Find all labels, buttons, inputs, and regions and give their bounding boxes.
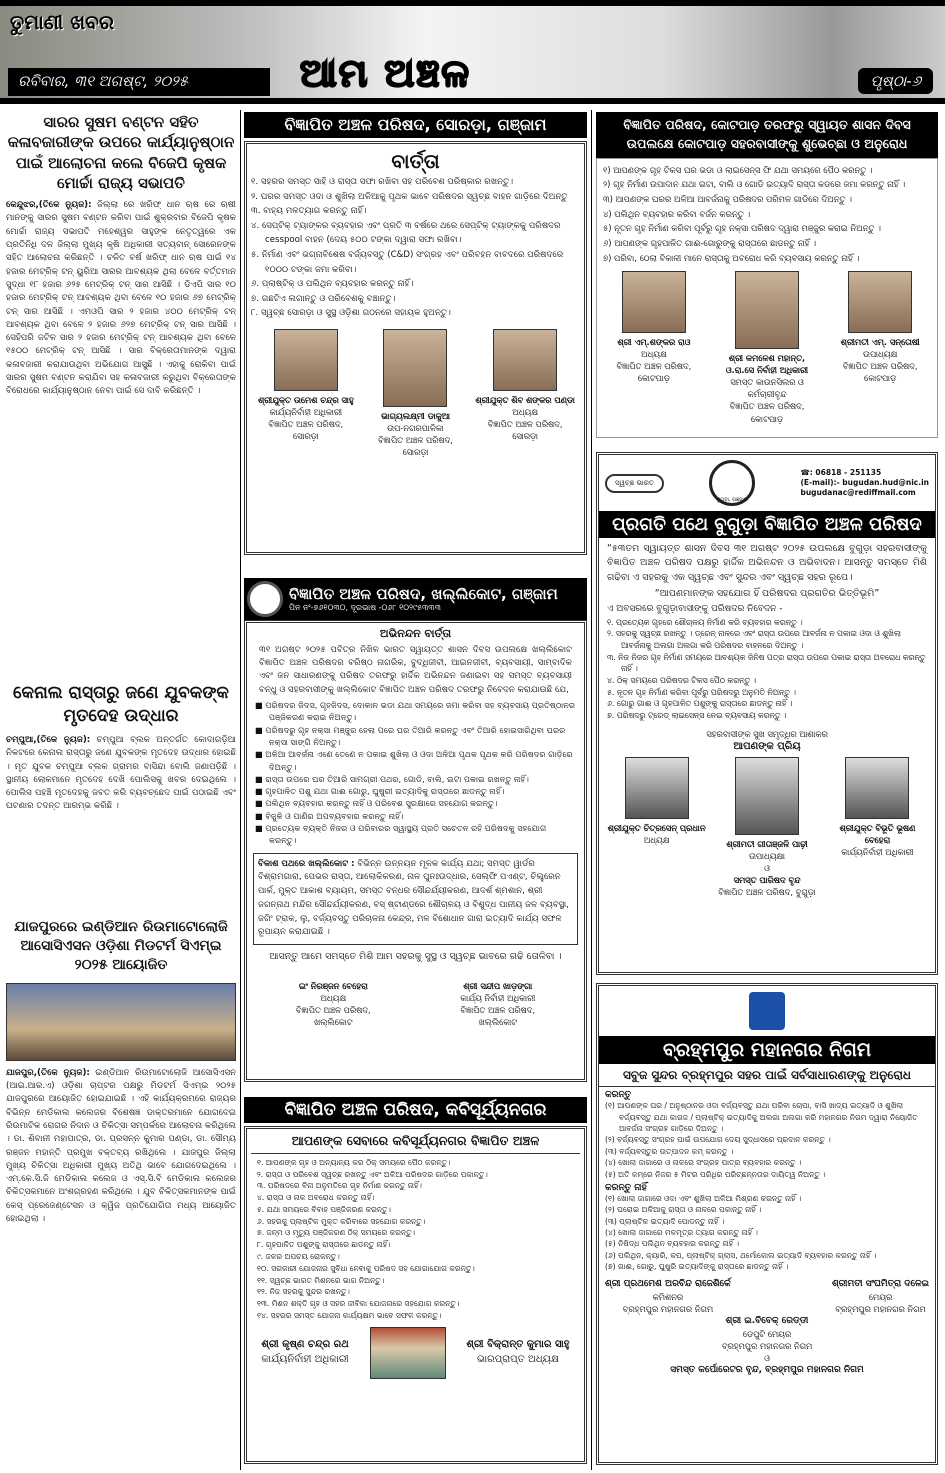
- official-card: [447, 980, 549, 1028]
- list-item-text: ୨. ସହରକୁ ସ୍ୱଚ୍ଛ ରଖନ୍ତୁ । ଡ୍ରେନ୍ ନାଳରେ ଏବଂ ରାସ୍ତା ଉପରେ ଆବର୍ଜନା ନ ପକାଇ ଓଦା ଓ ଶୁଖିଲା ଆବର୍ଜନାକୁ ଅଲଗା ଅଲଗା କରି ପରିଷଦର ବାହନରେ ଦିଅନ୍ତୁ ।: [607, 629, 901, 650]
- bullet-icon: ■: [255, 700, 266, 711]
- list-item: [607, 617, 927, 629]
- list-item-text: (୨) ବର୍ଜ୍ୟବସ୍ତୁ ସଂଗ୍ରହ ପାଇଁ ଉପଯୋଗ ଦେୟ ସୁଦ୍ଧାସରେ ପ୍ରଦାନ କରନ୍ତୁ ।: [605, 1135, 831, 1145]
- official-name: ଶ୍ରୀ କୃଷ୍ଣ ଚନ୍ଦ୍ର ରଥ: [261, 1339, 349, 1351]
- list-item: [607, 675, 927, 687]
- official-role: କମିଶନର: [652, 1291, 684, 1302]
- ad-title: ପ୍ରଗତି ପଥେ ବୁଗୁଡ଼ା ବିଜ୍ଞାପିତ ଅଞ୍ଚଳ ପରିଷଦ: [599, 511, 935, 538]
- list-item-text: ୧) ଆପଣଙ୍କ ଗୃହ ଟିକସ ଘର ଭଡା ଓ ଲାଇସେନ୍ସ ଫି ଯଥା ସମୟରେ ପୈଠ କରନ୍ତୁ ।: [603, 164, 873, 175]
- development-box: [253, 853, 578, 946]
- list-item: [257, 1227, 574, 1239]
- official-card: [466, 1338, 569, 1367]
- notice-list: [251, 699, 580, 847]
- list-item: [605, 1227, 929, 1238]
- official-card: [282, 980, 384, 1028]
- list-item: [257, 1298, 574, 1310]
- ad-berhampur: [596, 983, 938, 1465]
- list-item-text: ୩. ବାହ୍ୟ ମଳତ୍ୟାଗ କରନ୍ତୁ ନାହିଁ।: [251, 206, 367, 217]
- notice-list: [607, 617, 927, 722]
- official-card: [717, 757, 816, 862]
- official-card: [829, 271, 931, 424]
- list-item-text: ୩. ପରିଷଦରେ ବିନା ଅନୁମତିରେ ଗୃହ ନିର୍ମାଣ କରନ୍ତୁ ନାହିଁ।: [257, 1181, 422, 1191]
- list-item: [603, 207, 931, 222]
- official-org: ବିଜ୍ଞାପିତ ଅଞ୍ଚଳ ପରିଷଦ, ଖଲ୍ଲିକୋଟ: [460, 1005, 536, 1028]
- list-item-text: (୧) ଖୋଲା ଜାଗାରେ ଓଦା ଏବଂ ଶୁଖିଲା ଅଳିଆ ମିଶ୍ରଣ କରନ୍ତୁ ନାହିଁ ।: [605, 1193, 802, 1203]
- official-role: ସମସ୍ତ କାଉନସିଲର ଓ କର୍ମଚାରୀବୃନ୍ଦ: [730, 377, 804, 400]
- official-name: ଶ୍ରୀ କମଳେଶ ମହାନ୍ତ, ଓ.ରା.ସେ ନିର୍ବାହୀ ଅଧିକାରୀ: [725, 353, 809, 376]
- list-item-text: ୫. ନୂତନ ଗୃହ ନିର୍ମାଣ କରିବା ପୂର୍ବରୁ ପରିଷଦରୁ ଅନୁମତି ନିଅନ୍ତୁ ।: [607, 687, 796, 697]
- swachh-bharat-logo: ସ୍ୱଚ୍ଛ ଭାରତ: [605, 474, 664, 493]
- article-body: [6, 734, 236, 894]
- official-name: ଶ୍ରୀ ସନ୍ଦୀପ ଖାଡ଼ଙ୍ଗା: [463, 980, 533, 991]
- officials-row: [251, 980, 580, 1028]
- official-name: ଇଂ ନିରଞ୍ଜନ ବେହେରା: [298, 980, 368, 991]
- list-item: [607, 628, 927, 651]
- official-name: ଶ୍ରୀ ଇ.ବିବେକ୍ ରେଡ୍ଡୀ: [725, 1315, 809, 1326]
- list-item: [603, 221, 931, 236]
- list-item-text: ୬. ଗୋରୁ ଗାଈ ଓ ଗୃହପାଳିତ ପଶୁଙ୍କୁ ରାସ୍ତାରେ ଛାଡନ୍ତୁ ନାହିଁ ।: [607, 699, 793, 709]
- article-body: [6, 199, 236, 669]
- ad-title: ବିଜ୍ଞାପିତ ଅଞ୍ଚଳ ପରିଷଦ, ଖଲ୍ଲିକୋଟ, ଗଞ୍ଜାମ: [289, 585, 558, 603]
- tagline: ଆପଣଙ୍କ ପ୍ରିୟ: [733, 740, 801, 752]
- officials-row: [603, 271, 931, 424]
- list-item: [257, 1180, 574, 1192]
- ad-kabisuryanagar: [244, 1097, 587, 1464]
- official-name: ଶ୍ରୀ ଏମ୍.ଶଙ୍କର ରାଓ: [617, 337, 691, 348]
- list-item: [257, 1251, 574, 1263]
- official-photo: [274, 329, 338, 391]
- list-item-text: ୨. ରାସ୍ତା ଓ ପରିବେଶ ସ୍ୱଚ୍ଛ ରଖନ୍ତୁ ଏବଂ ଅଳିଆ ପରିଷଦର ଗାଡ଼ିରେ ପକାନ୍ତୁ।: [257, 1169, 488, 1179]
- bullet-icon: ■: [255, 749, 266, 760]
- list-item-text: ୬) ଆପଣଙ୍କ ଗୃହପାଳିତ ଗାଈ-ଗୋରୁଙ୍କୁ ରାସ୍ତାରେ ଛାଡନ୍ତୁ ନାହିଁ ।: [603, 238, 816, 249]
- do-heading: କରନ୍ତୁ: [605, 1090, 632, 1101]
- list-item-text: ୧୪. ସହରର ସମସ୍ତ ଯୋଜନା କାର୍ଯ୍ୟକ୍ଷମ ଭାବେ ସଫଳ କରନ୍ତୁ।: [257, 1310, 442, 1320]
- official-role: ଡେପୁଟି ମେୟର: [742, 1328, 792, 1339]
- bullet-icon: ■: [255, 724, 266, 735]
- article-text: ଇଣ୍ଡିଆନ ରିଉମାଟୋଲୋଜି ଆସୋସିଏସନ (ଆଇ.ଆର.ଏ) ଓଡ଼ିଶା ଚାପ୍ଟର ପକ୍ଷରୁ ମିଡଟର୍ମ ସିଏମ୍ଇ ୨୦୨୫ ଯାଜପୁରରେ ଆୟୋଜିତ ହୋଇଯାଇଛି । ଏହି କାର୍ଯ୍ୟକ୍ରମରେ ରାଜ୍ୟର ବିଭିନ୍ନ ମେଡିକାଲ କଲେଜର ବିଶେଷଜ୍ଞ ଡାକ୍ତରମାନେ ଯୋଗଦେଇ ରିଉମାଟିକ ରୋଗର ନିଦାନ ଓ ଚିକିତ୍ସା ସମ୍ପର୍କରେ ଆଲୋଚନା କରିଥିଲେ । ଡା. ଶିବାନୀ ମହାପାତ୍ର, ଡା. ପ୍ରସନ୍ନ କୁମାର ପଣ୍ଡା, ଡା. ସୌମ୍ୟ ରଞ୍ଜନ ମହାନ୍ତି ପ୍ରମୁଖ ବକ୍ତବ୍ୟ ରଖିଥିଲେ । ଯାଜପୁର ଜିଲ୍ଲା ମୁଖ୍ୟ ଚିକିତ୍ସା ଅଧିକାରୀ ମୁଖ୍ୟ ଅତିଥି ଭାବେ ଯୋଗଦେଇଥିଲେ । ଏମ୍.କେ.ସି.ଜି ମେଡିକାଲ କଲେଜ ଓ ଏସ୍.ସି.ବି ମେଡିକାଲ କଲେଜର ଚିକିତ୍ସକମାନେ ଅଂଶଗ୍ରହଣ କରିଥିଲେ । ଯୁବ ଚିକିତ୍ସକମାନଙ୍କ ପାଇଁ କେସ୍ ପ୍ରେଜେଣ୍ଟେସନ ଓ କ୍ୱିଜ ପ୍ରତିଯୋଗିତା ମଧ୍ୟ ଆୟୋଜିତ ହୋଇଥିଲା ।: [6, 1067, 236, 1225]
- corporation-logo-icon: [749, 992, 785, 1030]
- official-org: ବିଜ୍ଞାପିତ ଅଞ୍ଚଳ ପରିଷଦ, କୋଟପାଡ଼: [842, 361, 918, 384]
- official-card: [474, 329, 576, 458]
- official-org: ବିଜ୍ଞାପିତ ଅଞ୍ଚଳ ପରିଷଦ, କୋଟପାଡ଼: [729, 401, 805, 424]
- list-item-text: ୭. ଗଛଟିଏ ଲଗାନ୍ତୁ ଓ ପରିବେଶକୁ ବଞ୍ଚାନ୍ତୁ।: [251, 293, 396, 304]
- official-name: ଶ୍ରୀଯୁକ୍ତ ଶିବ ଶଙ୍କର ପଣ୍ଡା: [475, 395, 575, 406]
- list-item-text: ୪) ପଲିଥିନ ବ୍ୟବହାର କରିବା ବର୍ଜନ କରନ୍ତୁ ।: [603, 208, 751, 219]
- official-role: ଅଧ୍ୟକ୍ଷ: [512, 407, 538, 418]
- list-item: [603, 251, 931, 266]
- bullet-icon: ■: [255, 823, 266, 834]
- list-item: [257, 1275, 574, 1287]
- list-item-text: ୪. ସେପ୍ଟିକ୍ ଟ୍ୟାଙ୍କର ବ୍ୟବହାର ଏବଂ ପ୍ରତି ୩ ବର୍ଷରେ ଥରେ ସେପ୍ଟିକ୍ ଟ୍ୟାଙ୍କକୁ ପରିଷଦର cesspool ବାହନ (ଦେୟ ୫୦୦ ଟଙ୍କା ଦ୍ୱାରା ସଫା ରଖିବା।: [251, 220, 561, 246]
- list-item-text: ୭. ଜନ୍ମ ଓ ମୃତ୍ୟୁ ପଞ୍ଜିକରଣ ଠିକ୍ ସମୟରେ କରନ୍ତୁ।: [257, 1228, 416, 1238]
- conjunction: ଓ: [764, 863, 770, 874]
- official-role: ଉପାଧ୍ୟକ୍ଷା: [748, 851, 786, 862]
- contact-info: [800, 468, 929, 498]
- list-item-text: (୩) ବର୍ଜ୍ୟବସ୍ତୁର ଉତ୍ପାଦନ କମ୍ କରନ୍ତୁ ।: [605, 1146, 734, 1156]
- development-text: ବିଭିନ୍ନ ଉନ୍ନୟନ ମୂଳକ କାର୍ଯ୍ୟ ଯଥା; ସମସ୍ତ ୱାର୍ଡର ବିଶ୍ରାମଗାରା, ପେଭର ରାସ୍ତା, ଆଲୋକିକରଣ, ନାଳ ପୁନଃଉଦ୍ଧାର, ସେଲ୍ଫି ପଏଣ୍ଟ, ଚିଲ୍ଡ୍ରେନ ପାର୍କ, ମୁକ୍ତ ଆକାଶ ବ୍ୟାୟମ, ସମସ୍ତ ବନ୍ଧର ସୌନ୍ଦର୍ଯ୍ୟୀକରଣ, ଆଦର୍ଶ ଶ୍ମଶାନ, ଶ୍ରୀ ଜଗନ୍ନାଥ ମନ୍ଦିର ସୌନ୍ଦର୍ଯ୍ୟୀକରଣ, ବସ୍ ଷ୍ଟାଣ୍ଡରେ ଶୌଚାଳୟ ଓ ବିଶୁଦ୍ଧ ପାନୀୟ ଜଳ ବ୍ୟବସ୍ଥା, ଜଗିଂ ଟ୍ରାକ, ଲୁ, ବର୍ଜ୍ୟବସ୍ତୁ ପରିଚାଳନା କେନ୍ଦ୍ର, ମଳ ବିଶୋଧାନ ଗାରା ଇତ୍ୟାଦି କାର୍ଯ୍ୟ ସଫଳ ରୂପାୟନ କରାଯାଇଛି ।: [258, 858, 569, 938]
- list-item: [605, 1261, 929, 1272]
- ad-kotpad: [596, 112, 938, 438]
- list-item: [605, 1216, 929, 1227]
- list-item: [255, 797, 576, 809]
- official-card: [832, 1278, 929, 1315]
- headline: କେନାଲ ରାସ୍ତାରୁ ଜଣେ ଯୁବକଙ୍କ ମୃତଦେହ ଉଦ୍ଧାର: [13, 683, 229, 726]
- list-item: [605, 1134, 929, 1145]
- list-item-text: (୪) ଖୋଲା ଜାଗାରେ ଓ ନାଳରେ ସଂଗ୍ରହ ପାତ୍ର ବ୍ୟବହାର କରନ୍ତୁ ।: [605, 1158, 802, 1168]
- intro-text: ୩୧ ଅଗଷ୍ଟ ୨୦୨୫ ପବିତ୍ର ନିଖିଳ ଭାରତ ସ୍ୱାୟତ୍ତ ଶାସନ ଦିବସ ଉପଲକ୍ଷେ ଖଲ୍ଲିକୋଟ ବିଜ୍ଞାପିତ ଅଞ୍ଚଳ ପରିଷଦର ବରିଷ୍ଠ ନାଗରିକ, ବୁଦ୍ଧିଜୀବୀ, ଆଇନଜୀବୀ, ବ୍ୟବସାୟୀ, ସାମ୍ବାଦିକ ଏବଂ ଜନ ସାଧାରଣଙ୍କୁ ପରିଷଦ ତରଫରୁ ହାର୍ଦ୍ଦିକ ଅଭିନନ୍ଦନ ଜଣାଇବା ସହ ସମସ୍ତ ବ୍ୟବସାୟୀ ବନ୍ଧୁ ଓ ସହରବାସୀଙ୍କୁ ଖଲ୍ଲିକୋଟ ବିଜ୍ଞାପିତ ଅଞ୍ଚଳ ପରିଷଦ ତରଫରୁ ନିବେଦନ କରାଯାଉଛି ଯେ,: [259, 644, 572, 695]
- list-item: [607, 710, 927, 722]
- council-line: ସମସ୍ତ କର୍ପୋରେଟର ବୃନ୍ଦ, ବ୍ରହ୍ମପୁର ମହାନଗର ନିଗମ: [670, 1364, 864, 1375]
- official-name: ଭାଗ୍ୟଲକ୍ଷ୍ମୀ ଡାକୁଆ: [381, 411, 450, 422]
- official-name: ଶ୍ରୀଯୁକ୍ତ ଉମେଶ ଚନ୍ଦ୍ର ସାହୁ: [257, 395, 354, 406]
- official-role: ଅଧ୍ୟକ୍ଷ: [643, 835, 670, 846]
- official-photo: [383, 329, 447, 407]
- closing-line: ଆସନ୍ତୁ ଆମେ ସମସ୍ତେ ମିଶି ଆମ ସହରକୁ ସୁସ୍ଥ ଓ ସ୍ୱଚ୍ଛ ଭାବରେ ଗଢି ତୋଳିବା ।: [269, 951, 562, 963]
- ad-title: ବ୍ରହ୍ମପୁର ମହାନଗର ନିଗମ: [599, 1036, 935, 1064]
- official-name: ଶ୍ରୀ ପ୍ରଥମେଶ ଅରବିନ୍ଦ ରାଜେଶିର୍କେ: [605, 1278, 731, 1289]
- list-item-text: (୫) ଅତି କମ୍‌ରେ ନିଜର ୫ ମିଟର ପରିଧିର ପରିଚ୍ଛନ୍ନତାର ଦାୟିତ୍ୱ ନିଅନ୍ତୁ ।: [605, 1169, 826, 1179]
- list-item-text: (୬) ପଲିଥିନ, କ୍ୟାରି, କପ, ପ୍ଲାଷ୍ଟିକ୍ ଗ୍ଲାସ, ଥର୍ମୋକୋଲ ଇତ୍ୟାଦି ବ୍ୟବହାର କରନ୍ତୁ ନାହିଁ ।: [605, 1250, 877, 1260]
- email: bugudanac@rediffmail.com: [800, 488, 916, 498]
- official-name: ଶ୍ରୀଯୁକ୍ତ ଚିତ୍ରସେନ୍ ପ୍ରଧାନ: [607, 823, 706, 834]
- list-item: [251, 175, 580, 190]
- list-item-text: ୩) ଆପଣଙ୍କ ଘରର ଅଳିଆ ଆବର୍ଜନାକୁ ପରିଷଦର ପରିମଳ ଗାଡିରେ ଦିଅନ୍ତୁ ।: [603, 193, 852, 204]
- seal-text: ବୁଗୁଡ଼ା, ଗଞ୍ଜାମ: [716, 497, 748, 503]
- intro-text: “୫୩ତମ ସ୍ୱାୟତ୍ତ ଶାସନ ଦିବସ ୩୧ ଅଗଷ୍ଟ ୨୦୨୫ ଉପଲକ୍ଷେ ବୁଗୁଡ଼ା ସହରବାସୀଙ୍କୁ ବିଜ୍ଞାପିତ ଅଞ୍ଚଳ ପରିଷଦ ପକ୍ଷରୁ ହାର୍ଦ୍ଦିକ ଅଭିନନ୍ଦନ ଓ ଅଭିବାଦନ। ଆସନ୍ତୁ ସମସ୍ତେ ମିଶି ଗଢିବା ଏ ସହରକୁ ଏକ ସ୍ୱଚ୍ଛ ଏବଂ ସୁନ୍ଦର ଏବଂ ସ୍ୱଚ୍ଛ ସହର ରୂପେ।: [607, 543, 927, 583]
- official-card: [261, 1338, 348, 1367]
- list-item-text: ୮. ଗୃହପାଳିତ ପଶୁଙ୍କୁ ରାସ୍ତାରେ ଛାଡନ୍ତୁ ନାହିଁ।: [257, 1240, 391, 1250]
- list-item: [605, 1250, 929, 1261]
- official-card: [364, 329, 466, 458]
- office-building-photo: [370, 1327, 446, 1379]
- contact-info: ପିନ ନଂ-୭୬୧୦୩୦, ଦୂରଭାଷ -୦୬୮ ୧୦୨୯୫୩୩୩: [289, 603, 441, 612]
- list-item: [605, 1193, 929, 1204]
- official-card: [605, 1278, 731, 1315]
- list-item-text: ୬. ସହରକୁ ପ୍ଲାଷ୍ଟିକ ମୁକ୍ତ କରିବାରେ ସହଯୋଗ କରନ୍ତୁ।: [257, 1216, 426, 1226]
- list-item: [255, 822, 576, 847]
- official-photo: [845, 757, 909, 819]
- article-fertilizer: [6, 112, 236, 669]
- list-item: [251, 204, 580, 219]
- bullet-icon: ■: [255, 810, 266, 821]
- list-item: [257, 1157, 574, 1169]
- list-item: [257, 1216, 574, 1228]
- official-card: [603, 271, 705, 424]
- ad-subtitle: ବାର୍ତ୍ତା: [391, 149, 440, 173]
- official-photo: [848, 271, 912, 333]
- list-item: [257, 1239, 574, 1251]
- dont-heading: କରନ୍ତୁ ନାହିଁ: [605, 1182, 647, 1193]
- list-item: [605, 1238, 929, 1249]
- list-item-text: ୬. ପ୍ଲାଷ୍ଟିକ୍ ଓ ପଲିଥିନ ବ୍ୟବହାର କରନ୍ତୁ ନାହିଁ।: [251, 279, 414, 290]
- official-role: ଭାରପ୍ରାପ୍ତ ଅଧ୍ୟକ୍ଷ: [477, 1353, 559, 1365]
- official-role: ଅଧ୍ୟକ୍ଷ: [640, 349, 667, 360]
- council-seal-icon: [709, 460, 755, 506]
- official-org: ବିଜ୍ଞାପିତ ଅଞ୍ଚଳ ପରିଷଦ, ସୋରଡ଼ା: [487, 419, 563, 442]
- list-item: [251, 190, 580, 205]
- official-org: ବ୍ରହ୍ମପୁର ମହାନଗର ନିଗମ: [835, 1303, 926, 1314]
- official-role: କାର୍ଯ୍ୟନିର୍ବାହୀ ଅଧିକାରୀ: [269, 407, 343, 418]
- officials-row: [607, 757, 927, 862]
- official-name: ଶ୍ରୀ ବିକ୍ରାନ୍ତ କୁମାର ସାହୁ: [466, 1339, 570, 1351]
- notice-list: [251, 175, 580, 321]
- official-role: ମେୟର: [868, 1291, 893, 1302]
- conjunction: ଓ: [764, 1352, 770, 1363]
- list-item-text: ଅଳିଆ ଆବର୍ଜନା ଏଣେ ତେଣେ ନ ପକାଇ ଶୁଖିଲା ଓ ଓଦା ଅଳିଆ ପୃଥକ ପୃଥକ କରି ପରିଷଦର ଗାଡ଼ିରେ ଦିଅନ୍ତୁ।: [265, 749, 573, 772]
- official-role: ଅଧ୍ୟକ୍ଷ: [320, 992, 347, 1003]
- article-text: ଚମ୍ପୁଆ ବ୍ଲକ ଅନ୍ତର୍ଗତ କୋଦାଗଡ଼ିଆ ନିକଟରେ କେନାଲ ରାସ୍ତାରୁ ଜଣେ ଯୁବକଙ୍କ ମୃତଦେହ ଉଦ୍ଧାର ହୋଇଛି । ମୃତ ଯୁବକ ଚମ୍ପୁଆ ବ୍ଲକ ଗ୍ରାମର ବାସିନ୍ଦା ବୋଲି ଜଣାପଡ଼ିଛି । ସ୍ଥାନୀୟ ଲୋକମାନେ ମୃତଦେହ ଦେଖି ପୋଲିସକୁ ଖବର ଦେଇଥିଲେ । ପୋଲିସ ପହଞ୍ଚି ମୃତଦେହକୁ ଜବତ କରି ବ୍ୟବଚ୍ଛେଦ ପାଇଁ ପଠାଇଛି ଏବଂ ଘଟଣାର ତଦନ୍ତ ଆରମ୍ଭ କରିଛି ।: [6, 734, 236, 812]
- list-item-text: (୨) ଘରୋଇ ଅଳିଆକୁ ରାସ୍ତା ଓ ନାଳରେ ପକାନ୍ତୁ ନାହିଁ ।: [605, 1205, 762, 1215]
- list-item-text: ୭. ପରିଷଦରୁ ଟ୍ରେଡ୍ ଲାଇସେନ୍ସ ନେଇ ବ୍ୟବସାୟ କରନ୍ତୁ ।: [607, 711, 787, 721]
- list-item-text: ପରିଷଦର ଜିଦସ, ଗୃହଜିଦସ, ଦୋକାନ ଭଡା ଯଥା ସମୟରେ ଜମା କରିବା ସହ ବ୍ୟବସାୟ ପ୍ରତିଷ୍ଠାନର ପଞ୍ଜିକରଣ କରାଇ ନିଅନ୍ତୁ।: [265, 700, 576, 723]
- list-item: [255, 810, 576, 822]
- list-item-text: ୫) ନୂତନ ଗୃହ ନିର୍ମାଣ କରିବା ପୂର୍ବରୁ ଗୃହ ନକ୍ସା ପରିଷଦ ଦ୍ୱାରା ମଞ୍ଜୁର କରାଇ ନିଅନ୍ତୁ ।: [603, 223, 881, 234]
- list-item: [251, 292, 580, 307]
- section-title: ଆମ ଅଞ୍ଚଳ: [300, 51, 471, 95]
- ad-bugudda: [596, 452, 938, 975]
- official-card: [716, 271, 818, 424]
- article-rheumatology: [6, 918, 236, 1457]
- list-item: [607, 652, 927, 675]
- council-line: ସମସ୍ତ ପାରିଷଦ ବୃନ୍ଦ: [733, 875, 801, 886]
- list-item: [257, 1169, 574, 1181]
- dateline: କେନ୍ଦୁଝର,(ତିକେ ନ୍ୟୁଜ):: [6, 200, 92, 210]
- dateline: ଚମ୍ପୁଆ,(ତିକେ ନ୍ୟୁଜ):: [6, 734, 91, 745]
- list-item: [603, 192, 931, 207]
- list-item-text: (୫) ନିଷିଦ୍ଧ ପଲିଥିନ ବ୍ୟବହାର କରନ୍ତୁ ନାହିଁ ।: [605, 1239, 740, 1249]
- official-role: କାର୍ଯ୍ୟ ନିର୍ବାହୀ ଅଧିକାରୀ: [460, 992, 536, 1003]
- list-item: [605, 1100, 929, 1134]
- official-name: ଶ୍ରୀମତୀ ସଂଘମିତ୍ରା ଦଳେଇ: [831, 1278, 929, 1289]
- list-item-text: ୧୩. ମିଶନ ଶକ୍ତି ଗୃହ ଓ ସହର ଜୀବିକା ଯୋଜନାରେ ସହଯୋଗ କରନ୍ତୁ।: [257, 1299, 460, 1309]
- bullet-icon: ■: [255, 798, 266, 809]
- list-item-text: ୫. ଯଥା ସମୟରେ ବିବାହ ପଞ୍ଜିକରଣ କରନ୍ତୁ।: [257, 1204, 391, 1214]
- official-org: ବିଜ୍ଞାପିତ ଅଞ୍ଚଳ ପରିଷଦ, ସୋରଡ଼ା: [268, 419, 344, 442]
- list-item: [251, 219, 580, 248]
- tagline: ସହରବାସୀଙ୍କ ସୁଖ ସମୃଦ୍ଧିର ଆଶାକର: [706, 728, 828, 739]
- ad-khallikote: [244, 578, 587, 1082]
- issue-date: ରବିବାର, ୩୧ ଅଗଷ୍ଟ, ୨୦୨୫: [8, 68, 270, 96]
- list-item: [603, 236, 931, 251]
- list-item: [257, 1310, 574, 1322]
- bullet-icon: ■: [255, 786, 266, 797]
- list-item: [251, 306, 580, 321]
- list-item-text: ୧୨. ନିଜ ସହରକୁ ସୁନ୍ଦର ରଖନ୍ତୁ।: [257, 1287, 350, 1297]
- dont-list: [605, 1193, 929, 1273]
- headline: ଯାଜପୁରରେ ଇଣ୍ଡିଆନ ରିଉମାଟୋଲୋଜି ଆସୋସିଏସନ ଓଡ଼ିଶା ମିଡଟର୍ମ ସିଏମ୍ଇ ୨୦୨୫ ଆୟୋଜିତ: [14, 919, 228, 973]
- list-item: [607, 687, 927, 699]
- list-item-text: ୨. ଘରର ସମସ୍ତ ଓଦା ଓ ଶୁଖିଲା ଅଳିଆକୁ ପୃଥକ ଭାବେ ପରିଷଦର ସ୍ୱଚ୍ଛ ବାହନ ଗାଡ଼ିରେ ଦିଅନ୍ତୁ: [251, 191, 568, 202]
- headline: ସାରର ସୁଷମ ବଣ୍ଟନ ସହିତ କଳାବଜାରୀଙ୍କ ଉପରେ କାର୍ଯ୍ୟାନୁଷ୍ଠାନ ପାଇଁ ଆଲୋଚନା କଲେ ବିଜେପି କୃଷକ ମୋର୍ଚ୍ଚା ରାଜ୍ୟ ସଭାପତି: [7, 113, 235, 192]
- list-item: [257, 1204, 574, 1216]
- list-item: [255, 748, 576, 773]
- official-photo: [622, 271, 686, 333]
- list-item: [603, 163, 931, 178]
- appeal-heading: ଏ ଅବସରରେ ବୁଗୁଡ଼ାବାସୀଙ୍କୁ ପରିଷଦର ନିବେଦନ -: [607, 603, 783, 614]
- ad-subtitle: ଆପଣଙ୍କ ସେବାରେ କବିସୂର୍ଯ୍ୟନଗର ବିଜ୍ଞାପିତ ଅଞ୍ଚଳ: [251, 1133, 580, 1154]
- official-role: କାର୍ଯ୍ୟନିର୍ବାହୀ ଅଧିକାରୀ: [841, 847, 914, 858]
- list-item-text: ଗୃହପାଳିତ ପଶୁ ଯଥା ଗାଈ ଗୋରୁ, ଘୁଷୁରୀ ଇତ୍ୟାଦିକୁ ରାସ୍ତାରେ ଛାଡନ୍ତୁ ନାହିଁ।: [265, 786, 505, 797]
- ad-title: ବିଜ୍ଞାପିତ ଅଞ୍ଚଳ ପରିଷଦ, ସୋରଡ଼ା, ଗଞ୍ଜାମ: [244, 112, 587, 138]
- official-card: [255, 329, 357, 458]
- official-name: ଶ୍ରୀଯୁକ୍ତ ବିଭୂତି ଭୂଷଣ ବେହେରା: [839, 823, 916, 846]
- list-item: [255, 699, 576, 724]
- official-org: ବିଜ୍ଞାପିତ ଅଞ୍ଚଳ ପରିଷଦ, ଖଲ୍ଲିକୋଟ: [295, 1005, 371, 1028]
- list-item: [257, 1263, 574, 1275]
- ad-subtitle: ଅଭିନନ୍ଦନ ବାର୍ତ୍ତା: [379, 627, 452, 640]
- list-item: [251, 248, 580, 277]
- list-item-text: ୧. ପ୍ରତ୍ୟେକ ଗୃହରେ ଶୌଚାଳୟ ନିର୍ମାଣ କରି ବ୍ୟବହାର କରନ୍ତୁ ।: [607, 617, 803, 627]
- list-item: [605, 1146, 929, 1157]
- council-seal-icon: [247, 581, 283, 617]
- bullet-icon: ■: [255, 773, 266, 784]
- list-item-text: ୪. ରାସ୍ତା ଓ ନାଳ ଅବରୋଧ କରନ୍ତୁ ନାହିଁ।: [257, 1193, 375, 1203]
- official-org: ବିଜ୍ଞାପିତ ଅଞ୍ଚଳ ପରିଷଦ, ସୋରଡ଼ା: [378, 435, 453, 458]
- list-item: [605, 1169, 929, 1180]
- list-item: [255, 785, 576, 797]
- officials-row: [251, 329, 580, 458]
- notice-list: [603, 163, 931, 266]
- official-role: ଉପ-ନଗରପାଳିକା: [387, 423, 444, 434]
- list-item: [251, 277, 580, 292]
- list-item: [603, 177, 931, 192]
- list-item-text: ବିଜୁଳି ଓ ପାଣିର ଅପବ୍ୟବହାର କରନ୍ତୁ ନାହିଁ।: [265, 810, 404, 821]
- official-photo: [735, 757, 799, 835]
- official-photo: [625, 757, 689, 819]
- list-item: [257, 1286, 574, 1298]
- column-divider: [591, 110, 592, 1470]
- article-text: ଜିଲ୍ଲା ରେ ଖରିଫ୍ ଧାନ ଋଷ ରେ ଋଷୀ ମାନଙ୍କୁ ସାରର ସୁଷମ ବଣ୍ଟନ କରିବା ପାଇଁ ଶୁକ୍ରବାର ବିଜେପି କୃଷକ ମୋର୍ଚ୍ଚା ରାଜ୍ୟ ସଭାପତି ମହେଶ୍ୱର ସାହୁଙ୍କ ନେତୃତ୍ୱରେ ଏକ ପ୍ରତିନିଧି ଦଳ ଜିଲ୍ଲା ମୁଖ୍ୟ କୃଷି ଅଧିକାରୀ ସତ୍ୟବାନ୍ ସୋରେନଙ୍କ ସହିତ ଆଲୋଚନା କରିଛନ୍ତି । ଚଳିତ ବର୍ଷ ଖରିଫ୍ ଧାନ ଋଷ ପାଇଁ ୧୪ ହଜାର ମେଟ୍ରିକ୍ ଟନ୍ ୟୁରିଆ ସାରର ଆବଶ୍ୟକ ଥିଲା ବେଳେ ବର୍ତ୍ତମାନ ସୁଦ୍ଧା ୧୮ ହଜାର ୬୨୫ ମେଟ୍ରିକ୍ ଟନ୍ ସାର ଆସିଛି । ଡିଏପି ସାର ୧୦ ହଜାର ମେଟ୍ରିକ୍ ଟନ୍ ଆବଶ୍ୟକ ଥିବା ବେଳେ ୧୦ ହଜାର ୬୭ ମେଟ୍ରିକ୍ ଟନ୍ ସାର ଆସିଛି । ଏମଓପି ସାର ୨ ହଜାର ୪୦୦ ମେଟ୍ରିକ୍ ଟନ୍ ଆବଶ୍ୟକ ଥିବା ବେଳେ ୨ ହଜାର ୬୨୭ ମେଟ୍ରିକ୍ ଟନ୍ ସାର ଆସିଛି । ସେହିପରି ଜଟିଳ ସାର ୨ ହଜାର ମେଟ୍ରିକ୍ ଟନ୍ ଆବଶ୍ୟକ ଥିବା ବେଳେ ୧୫୦୦ ମେଟ୍ରିକ୍ ଟନ୍ ଆସିଛି । ସାର ବିକ୍ରେତାମାନଙ୍କ ଦ୍ୱାରା କଳାବଜାରୀ କରାଯାଉଥିବା ଅଭିଯୋଗ ଆସୁଛି । ଏହାକୁ ରୋକିବା ପାଇଁ ସାରର ସୁଷମ ବଣ୍ଟନ କରାଯିବା ସହ କଳାବଜାରୀ କରୁଥିବା ବିକ୍ରେତାଙ୍କ ବିରୋଧରେ କାର୍ଯ୍ୟାନୁଷ୍ଠାନ ନେବା ପାଇଁ ସେ ଦାବି କରିଛନ୍ତି ।: [6, 200, 236, 397]
- official-name: ଶ୍ରୀମତୀ ଏମ୍. ସନ୍ତୋଷୀ: [840, 337, 920, 348]
- list-item-text: ୧. ସହରର ସମସ୍ତ ସାହି ଓ ରାସ୍ତା ସଫା ରଖିବା ସହ ପରିବେଶ ପରିଷ୍କାର ରଖନ୍ତୁ।: [251, 177, 514, 187]
- official-org: ବ୍ରହ୍ମପୁର ମହାନଗର ନିଗମ: [622, 1303, 714, 1314]
- official-card: [605, 1315, 929, 1352]
- article-body-found: [6, 682, 236, 894]
- list-item: [255, 724, 576, 749]
- official-card: [828, 757, 927, 862]
- list-item: [605, 1204, 929, 1215]
- ad-subtitle: ସବୁଜ ସୁନ୍ଦର ବ୍ରହ୍ମପୁର ସହର ପାଇଁ ସର୍ବସାଧାରଣଙ୍କୁ ଅନୁରୋଧ: [599, 1064, 935, 1087]
- official-org: ବ୍ରହ୍ମପୁର ମହାନଗର ନିଗମ: [721, 1340, 813, 1351]
- list-item-text: ୫. ନିର୍ମାଣ ଏବଂ ଭଗ୍ନାବିଶେଷ ବର୍ଜ୍ୟବସ୍ତୁ (C&D) ସଂଗ୍ରହ ଏବଂ ପରିବହନ ବାବଦରେ ପରିଷଦରେ ୧୦୦୦ ଟଙ୍କା ଜମା କରିବା।: [251, 250, 564, 275]
- list-item-text: ପ୍ରତ୍ୟେକ ବ୍ୟକ୍ତି ନିଜର ଓ ପରିବାରର ସ୍ୱାସ୍ଥ୍ୟ ପ୍ରତି ସଚେତନ ରହି ପରିଷଦକୁ ସହଯୋଗ କରନ୍ତୁ।: [265, 823, 547, 846]
- list-item-text: ୪. ଠିକ୍ ସମୟରେ ପରିଷଦର ଟିକସ ପୈଠ କରନ୍ତୁ ।: [607, 676, 757, 685]
- official-photo: [493, 329, 557, 391]
- notice-list: [251, 1154, 580, 1325]
- list-item-text: (୭) ଗାଈ, ଗୋରୁ, ଘୁଷୁରି ଇତ୍ୟାଦିଙ୍କୁ ରାସ୍ତାରେ ଛାଡନ୍ତୁ ନାହିଁ ।: [605, 1262, 789, 1272]
- list-item-text: ୯. ଜଳର ଅପଚୟ ରୋକନ୍ତୁ।: [257, 1252, 340, 1261]
- list-item-text: ପଲିଥିନ ବ୍ୟବହାର କରନ୍ତୁ ନାହିଁ ଓ ପରିବେଶ ସୁରକ୍ଷାରେ ସହଯୋଗ କରନ୍ତୁ।: [265, 798, 498, 809]
- list-item-text: ୮. ସ୍ୱଚ୍ଛ ସୋରଡ଼ା ଓ ସୁସ୍ଥ ଓଡ଼ିଶା ଗଠନରେ ସହାୟକ ହୁଅନ୍ତୁ।: [251, 308, 451, 319]
- list-item-text: ୭) ପରିବା, ଠେଲା ବିକାଳୀ ମାନେ ରାସ୍ତାକୁ ଅବରୋଧ କରି ବ୍ୟବସାୟ କରନ୍ତୁ ନାହିଁ ।: [603, 252, 860, 263]
- list-item-text: ୧. ଆପଣଙ୍କ ଗୃହ ଓ ଅନ୍ୟାନ୍ୟ କର ଠିକ୍ ସମୟରେ ପୈଠ କରନ୍ତୁ।: [257, 1157, 451, 1167]
- list-item-text: ପରିଷଦରୁ ଗୃହ ନକ୍ସା ମଞ୍ଜୁର ହେଲା ପରେ ଘର ତିଆରି କରନ୍ତୁ ଏବଂ ତିଆରି ହୋଇସାରିଥିବା ଘରର ନକ୍ସା ସାଙ୍ଗି ନିଅନ୍ତୁ।: [265, 724, 566, 747]
- list-item: [255, 773, 576, 785]
- event-photo: [6, 983, 236, 1061]
- slogan: “ଆପଣମାନଙ୍କ ସହଯୋଗ ହିଁ ପରିଷଦର ପ୍ରଗତିର ଭିତ୍ତିଭୂମି”: [654, 587, 880, 599]
- list-item: [257, 1192, 574, 1204]
- official-card: [607, 757, 706, 862]
- official-name: ଶ୍ରୀମତୀ ଗୀତାଞ୍ଜଳି ପାଢ଼ୀ: [726, 839, 808, 850]
- list-item-text: ୧୦. ସରକାରୀ ଯୋଜନାର ସୁବିଧା ନେବାକୁ ପରିଷଦ ସହ ଯୋଗାଯୋଗ କରନ୍ତୁ।: [257, 1263, 475, 1273]
- do-list: [605, 1100, 929, 1180]
- org-line: ବିଜ୍ଞାପିତ ଅଞ୍ଚଳ ପରିଷଦ, ବୁଗୁଡ଼ା: [718, 887, 816, 898]
- ad-title: ବିଜ୍ଞାପିତ ପରିଷଦ, କୋଟପାଡ଼ ତରଫରୁ ସ୍ୱାୟତ ଶାସନ ଦିବସ ଉପଲକ୍ଷେ କୋଟପାଡ଼ ସହରବାସୀଙ୍କୁ ଶୁଭେଚ୍ଛା ଓ ଅନୁରୋଧ: [596, 112, 938, 158]
- list-item-text: ୨) ଗୃହ ନିର୍ମାଣ ଉପାଦାନ ଯଥା ଇଟା, ବାଲି ଓ ଗୋଡି ଇତ୍ୟାଦି ରାସ୍ତା କଡରେ ଜମା କରନ୍ତୁ ନାହିଁ ।: [603, 179, 906, 190]
- article-body: [6, 1067, 236, 1457]
- newspaper-name: ତୁମାଣୀ ଖବର: [10, 10, 114, 34]
- page-number: ପୃଷ୍ଠା-୬: [858, 68, 933, 94]
- official-role: କାର୍ଯ୍ୟନିର୍ବାହୀ ଅଧିକାରୀ: [261, 1353, 349, 1365]
- column-divider: [240, 110, 241, 1470]
- official-photo: [735, 271, 799, 349]
- list-item-text: (୩) ପ୍ଲାଷ୍ଟିକ ଇତ୍ୟାଦି ପୋଡନ୍ତୁ ନାହିଁ ।: [605, 1216, 725, 1226]
- ad-title: ବିଜ୍ଞାପିତ ଅଞ୍ଚଳ ପରିଷଦ, କବିସୂର୍ଯ୍ୟନଗର: [244, 1097, 587, 1123]
- list-item: [607, 698, 927, 710]
- list-item-text: ୧୧. ସ୍ୱଚ୍ଛ ଭାରତ ମିଶନରେ ଭାଗ ନିଅନ୍ତୁ।: [257, 1275, 385, 1285]
- development-label: ବିକାଶ ପଥରେ ଖଲ୍ଲିକୋଟ :: [258, 858, 355, 869]
- list-item: [605, 1157, 929, 1168]
- list-item-text: (୪) ଖୋଲା ଜାଗାରେ ମଳମୂତ୍ର ତ୍ୟାଗ କରନ୍ତୁ ନାହିଁ ।: [605, 1228, 758, 1238]
- official-role: ଉପାଧ୍ୟକ୍ଷ: [863, 349, 898, 360]
- list-item-text: ରାସ୍ତା ଉପରେ ଘର ତିଆରି ସାମଗ୍ରୀ ପଥର, ଗୋଡି, ବାଲି, ଇଟା ପକାଇ ରଖନ୍ତୁ ନାହିଁ।: [265, 773, 529, 784]
- dateline: ଯାଜପୁର,(ତିକେ ନ୍ୟୁଜ):: [6, 1067, 90, 1078]
- phone-number: ☎: 06818 - 251135: [800, 467, 882, 477]
- official-org: ବିଜ୍ଞାପିତ ଅଞ୍ଚଳ ପରିଷଦ, କୋଟପାଡ଼: [616, 361, 692, 384]
- masthead: [0, 0, 945, 104]
- list-item-text: ୩. ନିଜ ନିଜର ଗୃହ ନିର୍ମାଣ ସମୟରେ ଆବଶ୍ୟକ ଜିନିଷ ପତ୍ର ରାସ୍ତା ଉପରେ ପକାଇ ରାସ୍ତା ଅବରୋଧ କରନ୍ତୁ ନାହିଁ ।: [607, 652, 926, 674]
- email: (E-mail):- bugudan.hud@nic.in: [800, 477, 929, 487]
- ad-soroda: [244, 112, 587, 555]
- list-item-text: (୧) ଆପଣଙ୍କ ଘର / ଅନୁଷ୍ଠାନର ଓଦା ବର୍ଜ୍ୟବସ୍ତୁ ଯଥା ପରିବା ଚୋପା, ବାସି ଖାଦ୍ୟ ଇତ୍ୟାଦି ଓ ଶୁଖିଲା ବର୍ଜ୍ୟବସ୍ତୁ ଯଥା କାଗଜ / ପ୍ଲାଷ୍ଟିକ୍ ଇତ୍ୟାଦିକୁ ଅଲଗା ଅଲଗା କରି ମହାନଗର ନିଗମ ଦ୍ୱାରା ନିୟୋଜିତ ଆବର୍ଜନା ସଂଗ୍ରହ ଗାଡ଼ିରେ ଦିଅନ୍ତୁ ।: [605, 1101, 918, 1133]
